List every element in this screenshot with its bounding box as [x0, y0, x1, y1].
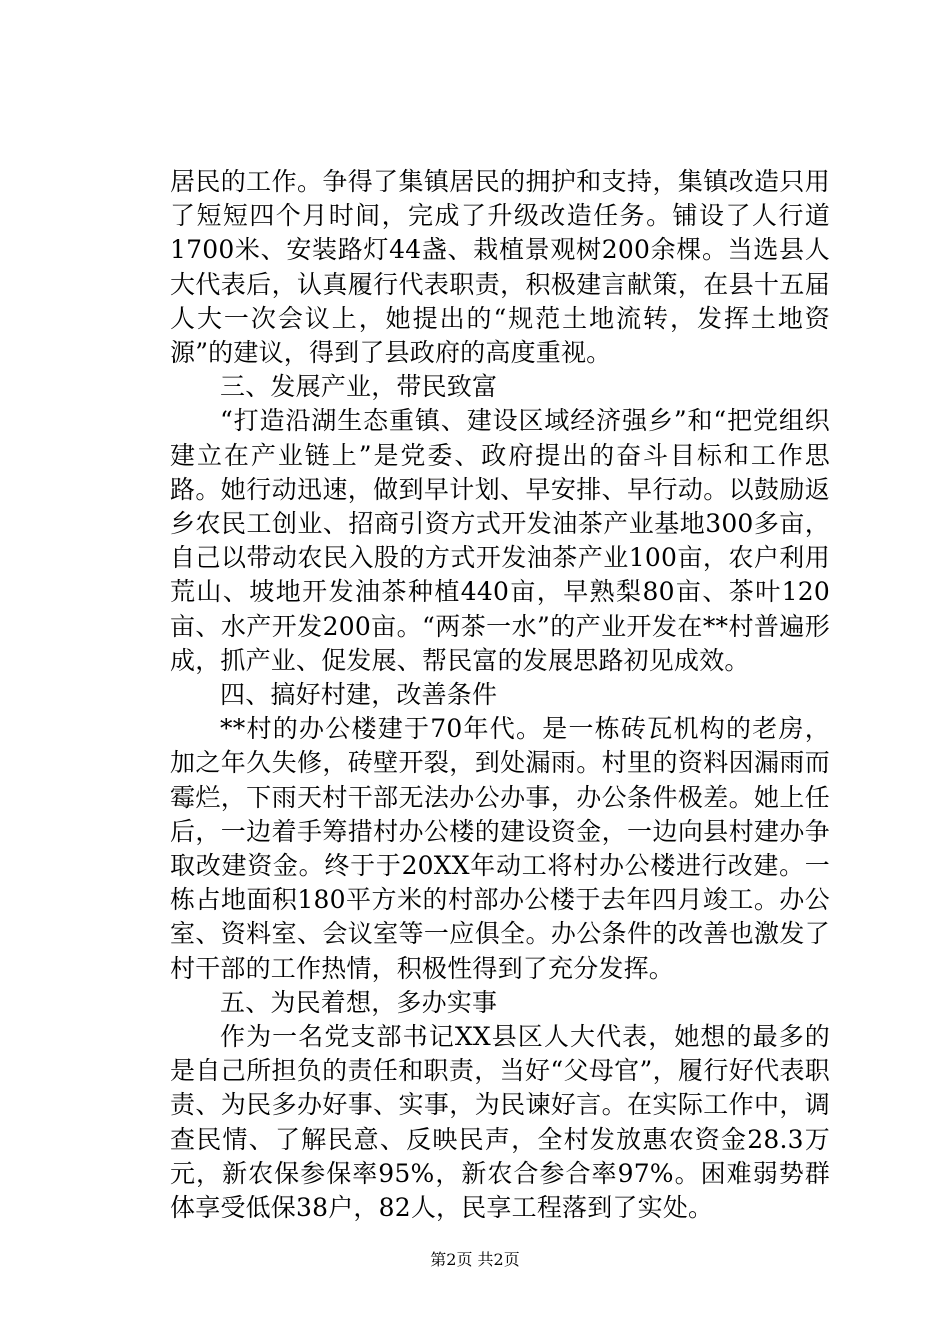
- section-heading-3: 三、发展产业，带民致富: [220, 372, 498, 402]
- paragraph-industry: “打造沿湖生态重镇、建设区域经济强乡”和“把党组织建立在产业链上”是党委、政府提出的奋斗目标和工作思路。她行动迅速，做到早计划、早安排、早行动。以鼓励返乡农民工创业、招商引资方式开发油茶产业基地300多亩，自己以带动农民入股的方式开发油茶产业100亩，农户利用荒山、坡地开发油茶种植440亩，早熟梨80亩、茶叶120亩、水产开发200亩。“两茶一水”的产业开发在**村普遍形成，抓产业、促发展、帮民富的发展思路初见成效。: [170, 406, 830, 675]
- section-heading-4: 四、搞好村建，改善条件: [220, 680, 498, 710]
- paragraph-village-building: **村的办公楼建于70年代。是一栋砖瓦机构的老房，加之年久失修，砖壁开裂，到处漏雨。村里的资料因漏雨而霉烂，下雨天村干部无法办公办事，办公条件极差。她上任后，一边着手筹措村办公楼的建设资金，一边向县村建办争取改建资金。终于于20XX年动工将村办公楼进行改建。一栋占地面积180平方米的村部办公楼于去年四月竣工。办公室、资料室、会议室等一应俱全。办公条件的改善也激发了村干部的工作热情，积极性得到了充分发挥。: [170, 714, 830, 983]
- section-heading-5: 五、为民着想，多办实事: [220, 987, 498, 1017]
- page-footer: 第2页 共2页: [430, 1250, 520, 1269]
- paragraph-continuation: 居民的工作。争得了集镇居民的拥护和支持，集镇改造只用了短短四个月时间，完成了升级改造任务。铺设了人行道1700米、安装路灯44盏、栽植景观树200余棵。当选县人大代表后，认真履行代表职责，积极建言献策，在县十五届人大一次会议上，她提出的“规范土地流转，发挥土地资源”的建议，得到了县政府的高度重视。: [170, 167, 830, 368]
- paragraph-practical-work: 作为一名党支部书记XX县区人大代表，她想的最多的是自己所担负的责任和职责，当好“父母官”，履行好代表职责、为民多办好事、实事，为民谏好言。在实际工作中，调查民情、了解民意、反映民声，全村发放惠农资金28.3万元，新农保参保率95%，新农合参合率97%。困难弱势群体享受低保38户，82人，民享工程落到了实处。: [170, 1022, 830, 1223]
- document-body: [170, 165, 830, 1225]
